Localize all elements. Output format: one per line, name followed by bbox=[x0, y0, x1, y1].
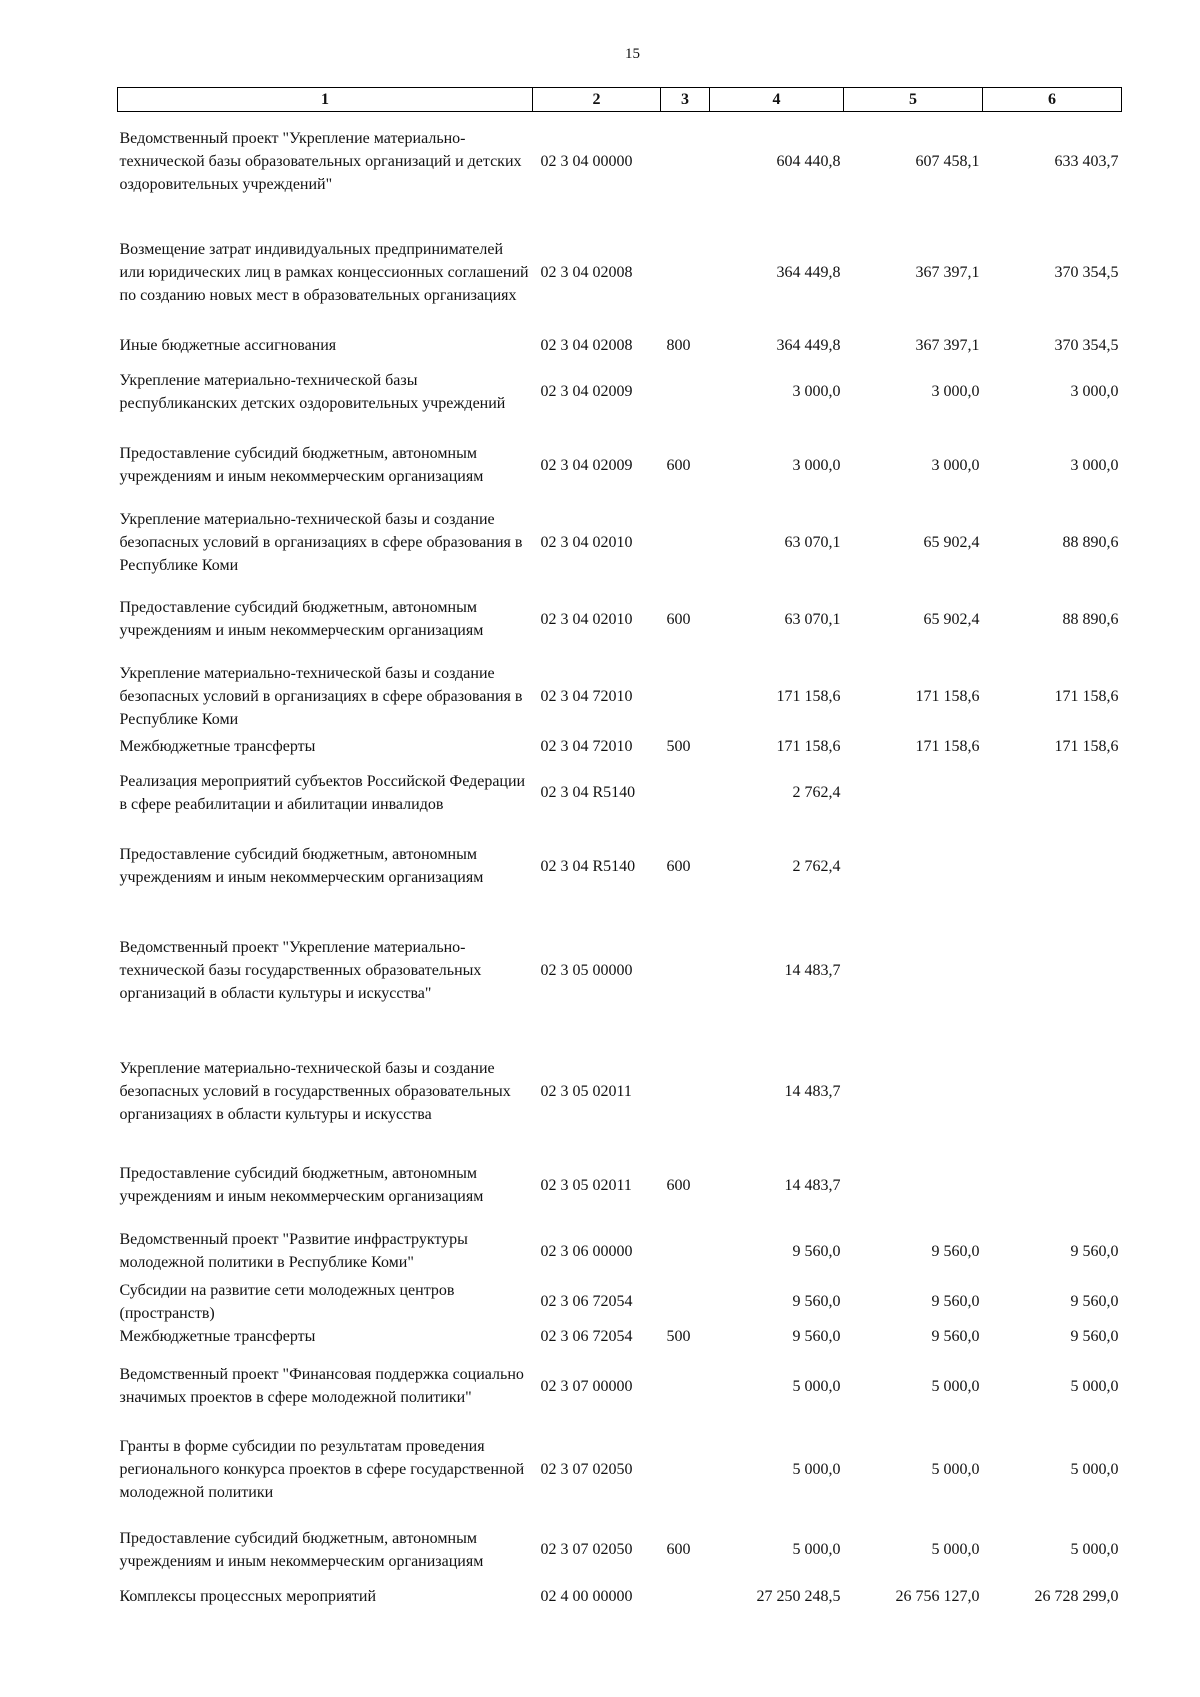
row-name: Возмещение затрат индивидуальных предпринимателей или юридических лиц в рамках концессионных соглашений по созданию новых мест в образовательных организациях bbox=[119, 241, 529, 304]
row-amount-year-3 bbox=[983, 828, 1122, 905]
row-name: Укрепление материально-технической базы и создание безопасных условий в государственных образовательных организациях в области культуры и искусства bbox=[119, 1059, 511, 1123]
header-col-3: 3 bbox=[661, 88, 710, 112]
row-expense-type bbox=[661, 905, 710, 1036]
row-amount-year-2: 65 902,4 bbox=[923, 533, 980, 551]
row-amount-year-2 bbox=[844, 758, 983, 828]
row-amount-year-3: 3 000,0 bbox=[1070, 456, 1119, 474]
row-amount-year-2: 367 397,1 bbox=[915, 336, 980, 354]
table-row bbox=[118, 112, 1122, 212]
row-amount-year-3: 171 158,6 bbox=[1054, 687, 1119, 705]
row-amount-year-1: 9 560,0 bbox=[792, 1293, 841, 1310]
row-name: Реализация мероприятий субъектов Российской Федерации в сфере реабилитации и абилитации инвалидов bbox=[119, 772, 526, 813]
row-amount-year-1: 2 762,4 bbox=[792, 857, 841, 875]
header-col-2: 2 bbox=[533, 88, 661, 112]
row-target-code: 02 3 04 72010 bbox=[540, 687, 633, 705]
row-amount-year-1: 9 560,0 bbox=[792, 1242, 841, 1260]
row-target-code: 02 3 05 02011 bbox=[540, 1082, 632, 1100]
row-amount-year-1: 63 070,1 bbox=[784, 610, 841, 628]
row-target-code: 02 3 07 02050 bbox=[540, 1541, 633, 1558]
table-row bbox=[118, 1425, 1122, 1515]
row-amount-year-3: 5 000,0 bbox=[1070, 1541, 1119, 1558]
row-amount-year-2: 3 000,0 bbox=[931, 456, 980, 474]
row-target-code: 02 3 04 02009 bbox=[540, 456, 633, 474]
table-row bbox=[118, 1224, 1122, 1279]
table-row bbox=[118, 1279, 1122, 1325]
row-target-code: 02 3 06 72054 bbox=[540, 1327, 633, 1345]
row-amount-year-2 bbox=[844, 1036, 983, 1147]
row-expense-type bbox=[661, 758, 710, 828]
table-row bbox=[118, 334, 1122, 357]
table-row bbox=[118, 1515, 1122, 1585]
row-amount-year-2 bbox=[844, 828, 983, 905]
table-row bbox=[118, 1348, 1122, 1425]
row-name: Предоставление субсидий бюджетным, автономным учреждениям и иным некоммерческим организациям bbox=[119, 599, 484, 639]
row-amount-year-1: 5 000,0 bbox=[792, 1541, 841, 1558]
row-name: Межбюджетные трансферты bbox=[119, 1327, 316, 1345]
row-target-code: 02 3 04 72010 bbox=[540, 737, 633, 755]
row-name: Ведомственный проект "Укрепление материально-технической базы государственных образовательных организаций в области культуры и искусства" bbox=[119, 938, 482, 1002]
row-amount-year-3: 171 158,6 bbox=[1054, 737, 1119, 755]
page-number: 15 bbox=[625, 46, 640, 62]
row-target-code: 02 3 05 02011 bbox=[540, 1176, 632, 1194]
row-expense-type bbox=[661, 1036, 710, 1147]
budget-table bbox=[117, 87, 1122, 1608]
row-expense-type: 600 bbox=[666, 857, 691, 875]
row-amount-year-2: 5 000,0 bbox=[931, 1541, 980, 1558]
table-row bbox=[118, 1036, 1122, 1147]
row-expense-type bbox=[661, 1348, 710, 1425]
table-row bbox=[118, 1325, 1122, 1348]
table-header-row bbox=[118, 88, 1122, 112]
row-amount-year-3 bbox=[983, 758, 1122, 828]
row-expense-type bbox=[661, 1425, 710, 1515]
row-name: Ведомственный проект "Развитие инфраструктуры молодежной политики в Республике Коми" bbox=[119, 1231, 468, 1271]
row-expense-type bbox=[661, 112, 710, 212]
row-amount-year-2 bbox=[844, 905, 983, 1036]
table-row bbox=[118, 581, 1122, 658]
row-amount-year-1: 604 440,8 bbox=[776, 153, 841, 171]
row-amount-year-2: 9 560,0 bbox=[931, 1242, 980, 1260]
row-expense-type bbox=[661, 1279, 710, 1325]
row-name: Предоставление субсидий бюджетным, автономным учреждениям и иным некоммерческим организациям bbox=[119, 1165, 484, 1205]
row-amount-year-2 bbox=[844, 1147, 983, 1224]
row-amount-year-2: 65 902,4 bbox=[923, 610, 980, 628]
row-amount-year-1: 27 250 248,5 bbox=[756, 1587, 841, 1605]
row-name: Иные бюджетные ассигнования bbox=[119, 336, 337, 354]
row-amount-year-1: 364 449,8 bbox=[776, 264, 841, 281]
row-amount-year-2: 607 458,1 bbox=[915, 153, 980, 171]
row-amount-year-3: 9 560,0 bbox=[1070, 1327, 1119, 1345]
row-name: Ведомственный проект "Укрепление материально-технической базы образовательных организаций и детских оздоровительных учреждений" bbox=[119, 130, 522, 194]
table-row bbox=[118, 1585, 1122, 1608]
row-amount-year-2: 171 158,6 bbox=[915, 687, 980, 705]
row-expense-type bbox=[661, 1224, 710, 1279]
row-amount-year-2: 367 397,1 bbox=[915, 264, 980, 281]
row-amount-year-1: 171 158,6 bbox=[776, 737, 841, 755]
row-expense-type: 500 bbox=[666, 1327, 691, 1345]
row-expense-type: 500 bbox=[666, 737, 691, 755]
row-expense-type: 600 bbox=[666, 1176, 691, 1194]
table-row bbox=[118, 1147, 1122, 1224]
row-target-code: 02 4 00 00000 bbox=[540, 1587, 633, 1605]
row-amount-year-1: 2 762,4 bbox=[792, 784, 841, 801]
header-col-4: 4 bbox=[710, 88, 844, 112]
table-row bbox=[118, 905, 1122, 1036]
row-target-code: 02 3 04 02008 bbox=[540, 336, 633, 354]
row-expense-type bbox=[661, 357, 710, 427]
row-amount-year-2: 9 560,0 bbox=[931, 1293, 980, 1310]
row-expense-type: 800 bbox=[666, 336, 691, 354]
row-amount-year-2: 3 000,0 bbox=[931, 383, 980, 400]
row-name: Субсидии на развитие сети молодежных центров (пространств) bbox=[119, 1281, 455, 1322]
row-name: Ведомственный проект "Финансовая поддержка социально значимых проектов в сфере молодежной политики" bbox=[119, 1366, 524, 1406]
row-name: Укрепление материально-технической базы республиканских детских оздоровительных учреждений bbox=[119, 371, 506, 412]
header-col-6: 6 bbox=[983, 88, 1122, 112]
row-target-code: 02 3 04 02009 bbox=[540, 383, 633, 400]
row-amount-year-1: 14 483,7 bbox=[784, 1082, 841, 1100]
row-amount-year-3: 633 403,7 bbox=[1054, 153, 1119, 171]
row-amount-year-3: 9 560,0 bbox=[1070, 1242, 1119, 1260]
row-amount-year-1: 14 483,7 bbox=[784, 1176, 841, 1194]
table-row bbox=[118, 658, 1122, 735]
table-row bbox=[118, 212, 1122, 334]
row-expense-type bbox=[661, 504, 710, 581]
row-name: Гранты в форме субсидии по результатам проведения регионального конкурса проектов в сфере государственной молодежной политики bbox=[119, 1438, 525, 1501]
row-target-code: 02 3 04 R5140 bbox=[540, 857, 636, 875]
table-row bbox=[118, 504, 1122, 581]
row-amount-year-1: 3 000,0 bbox=[792, 383, 841, 400]
row-amount-year-3: 88 890,6 bbox=[1062, 533, 1119, 551]
row-amount-year-1: 9 560,0 bbox=[792, 1327, 841, 1345]
row-amount-year-1: 3 000,0 bbox=[792, 456, 841, 474]
row-target-code: 02 3 04 02010 bbox=[540, 533, 633, 551]
row-target-code: 02 3 06 72054 bbox=[540, 1293, 633, 1310]
row-amount-year-3: 3 000,0 bbox=[1070, 383, 1119, 400]
row-target-code: 02 3 04 02008 bbox=[540, 264, 633, 281]
row-name: Комплексы процессных мероприятий bbox=[119, 1587, 377, 1605]
row-name: Предоставление субсидий бюджетным, автономным учреждениям и иным некоммерческим организациям bbox=[119, 445, 484, 485]
row-name: Укрепление материально-технической базы и создание безопасных условий в организациях в сфере образования в Республике Коми bbox=[119, 664, 523, 728]
row-target-code: 02 3 07 00000 bbox=[540, 1377, 633, 1395]
row-target-code: 02 3 06 00000 bbox=[540, 1242, 633, 1260]
row-amount-year-2: 171 158,6 bbox=[915, 737, 980, 755]
row-amount-year-3 bbox=[983, 1147, 1122, 1224]
row-amount-year-1: 364 449,8 bbox=[776, 336, 841, 354]
row-target-code: 02 3 04 02010 bbox=[540, 610, 633, 628]
row-amount-year-1: 171 158,6 bbox=[776, 687, 841, 705]
row-amount-year-3: 9 560,0 bbox=[1070, 1293, 1119, 1310]
row-amount-year-3: 88 890,6 bbox=[1062, 610, 1119, 628]
row-amount-year-1: 14 483,7 bbox=[784, 961, 841, 979]
table-row bbox=[118, 357, 1122, 427]
row-amount-year-2: 5 000,0 bbox=[931, 1377, 980, 1395]
row-expense-type bbox=[661, 212, 710, 334]
table-row bbox=[118, 758, 1122, 828]
row-amount-year-1: 5 000,0 bbox=[792, 1461, 841, 1478]
row-name: Предоставление субсидий бюджетным, автономным учреждениям и иным некоммерческим организациям bbox=[119, 846, 484, 886]
row-name: Предоставление субсидий бюджетным, автономным учреждениям и иным некоммерческим организациям bbox=[119, 1529, 484, 1570]
header-col-1: 1 bbox=[118, 88, 533, 112]
row-amount-year-3 bbox=[983, 1036, 1122, 1147]
table-row bbox=[118, 427, 1122, 504]
row-amount-year-3: 370 354,5 bbox=[1054, 264, 1119, 281]
row-expense-type: 600 bbox=[666, 1541, 691, 1558]
row-amount-year-2: 5 000,0 bbox=[931, 1461, 980, 1478]
row-name: Укрепление материально-технической базы и создание безопасных условий в организациях в сфере образования в Республике Коми bbox=[119, 510, 523, 574]
row-name: Межбюджетные трансферты bbox=[119, 737, 316, 755]
row-amount-year-3 bbox=[983, 905, 1122, 1036]
header-col-5: 5 bbox=[844, 88, 983, 112]
row-target-code: 02 3 04 00000 bbox=[540, 153, 633, 171]
row-target-code: 02 3 04 R5140 bbox=[540, 784, 636, 801]
row-amount-year-3: 5 000,0 bbox=[1070, 1461, 1119, 1478]
row-target-code: 02 3 07 02050 bbox=[540, 1461, 633, 1478]
row-expense-type: 600 bbox=[666, 610, 691, 628]
row-amount-year-3: 370 354,5 bbox=[1054, 336, 1119, 354]
row-amount-year-2: 9 560,0 bbox=[931, 1327, 980, 1345]
row-amount-year-3: 26 728 299,0 bbox=[1034, 1587, 1119, 1605]
row-amount-year-1: 63 070,1 bbox=[784, 533, 841, 551]
table-row bbox=[118, 735, 1122, 758]
row-expense-type bbox=[661, 658, 710, 735]
row-target-code: 02 3 05 00000 bbox=[540, 961, 633, 979]
row-amount-year-3: 5 000,0 bbox=[1070, 1377, 1119, 1395]
row-expense-type bbox=[661, 1585, 710, 1608]
row-amount-year-2: 26 756 127,0 bbox=[895, 1587, 980, 1605]
row-expense-type: 600 bbox=[666, 456, 691, 474]
row-amount-year-1: 5 000,0 bbox=[792, 1377, 841, 1395]
table-row bbox=[118, 828, 1122, 905]
